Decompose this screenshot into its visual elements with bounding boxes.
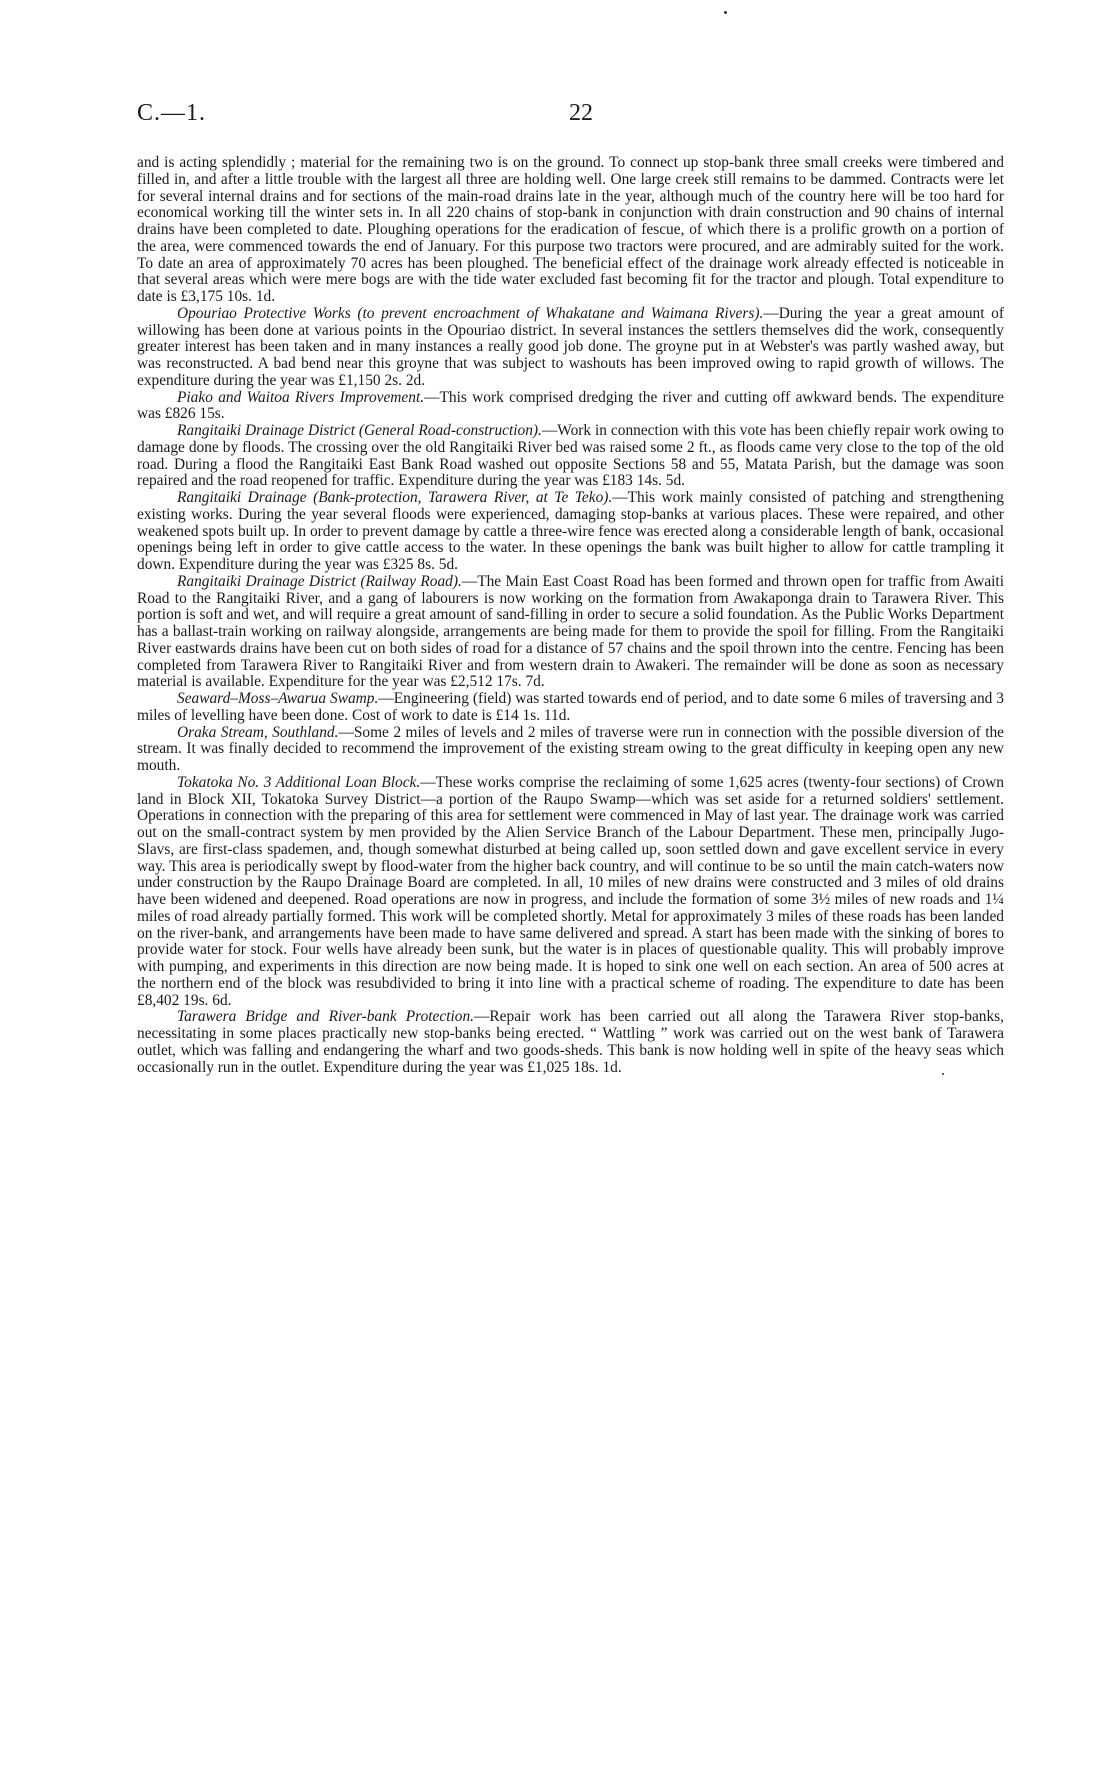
document-body: [137, 155, 1004, 1076]
section-heading: Opouriao Protective Works (to prevent encroachment of Whakatane and Waimana Rivers).: [177, 304, 764, 322]
section-heading: Rangitaiki Drainage District (General Road-construction).: [177, 422, 542, 439]
section-opouriao: [137, 306, 1004, 390]
section-heading: Oraka Stream, Southland.: [177, 723, 339, 741]
section-tokatoka-block: [137, 775, 1004, 1010]
section-heading: Rangitaiki Drainage District (Railway Road).: [177, 572, 462, 590]
section-piako-waitoa: [137, 390, 1004, 424]
section-oraka-stream: [137, 725, 1004, 775]
section-heading: Rangitaiki Drainage (Bank-protection, Tarawera River, at Te Teko).: [177, 489, 613, 506]
page-number: 22: [569, 100, 593, 126]
section-text: —Repair work has been carried out all along the Tarawera River stop-banks, necessitating in some places practically new stop-banks being erected. “ Wattling ” work was carried out on the west bank of Tarawera outlet, which was falling and endangering the wharf and two goods-sheds. This bank is now holding well in spite of the heavy seas which occasionally run in the outlet. Expenditure during the year was £1,025 18s. 1d.: [137, 1008, 1004, 1076]
section-tarawera-bridge: [137, 1009, 1004, 1076]
section-rangitaiki-general-road: [137, 423, 1004, 490]
section-text: —During the year a great amount of willowing has been done at various points in the Opouriao district. In several instances the settlers themselves did the work, consequently greater interest has been taken and in many instances a really good job done. The groyne put in at Webster's was partly washed away, but was reconstructed. A bad bend near this groyne that was subject to washouts has been improved owing to rapid growth of willows. The expenditure during the year was £1,150 2s. 2d.: [137, 304, 1004, 389]
section-heading: Piako and Waitoa Rivers Improvement.: [177, 388, 425, 406]
section-heading: Seaward–Moss–Awarua Swamp.: [177, 690, 379, 707]
section-text: —This work comprised dredging the river and cutting off awkward bends. The expenditure was £826 15s.: [137, 388, 1004, 423]
section-heading: Tokatoka No. 3 Additional Loan Block.: [177, 773, 421, 791]
section-text: —Engineering (field) was started towards end of period, and to date some 6 miles of traversing and 3 miles of levelling have been done. Cost of work to date is £14 1s. 11d.: [137, 690, 1004, 724]
section-seaward-moss-awarua: [137, 691, 1004, 725]
section-rangitaiki-railway-road: [137, 574, 1004, 691]
section-heading: Tarawera Bridge and River-bank Protection.: [177, 1008, 475, 1026]
parliamentary-paper-code: C.—1.: [137, 100, 207, 126]
section-text: —The Main East Coast Road has been formed and thrown open for traffic from Awaiti Road to the Rangitaiki River, and a gang of labourers is now working on the formation from Awakaponga drain to Tarawera River. This portion is soft and wet, and will require a great amount of sand-filling in order to secure a solid foundation. As the Public Works Department has a ballast-train working on railway alongside, arrangements are being made for them to provide the spoil for filling. From the Rangitaiki River eastwards drains have been cut on both sides of road for a distance of 57 chains and the spoil thrown into the centre. Fencing has been completed from Tarawera River to Rangitaiki River and from western drain to Awakeri. The remainder will be done as soon as necessary material is available. Expenditure for the year was £2,512 17s. 7d.: [137, 572, 1004, 691]
section-text: —These works comprise the reclaiming of some 1,625 acres (twenty-four sections) of Crown land in Block XII, Tokatoka Survey District—a portion of the Raupo Swamp—which was set aside for a returned soldiers' settlement. Operations in connection with the preparing of this area for settlement were commenced in May of last year. The drainage work was carried out on the small-contract system by men provided by the Alien Service Branch of the Labour Department. These men, principally Jugo-Slavs, are first-class spademen, and, though somewhat disturbed at being called up, soon settled down and gave excellent service in every way. This area is periodically swept by flood-water from the higher back country, and will continue to be so until the main catch-waters now under construction by the Raupo Drainage Board are completed. In all, 10 miles of new drains were constructed and 3 miles of old drains have been widened and deepened. Road operations are now in progress, and include the formation of some 3½ miles of new roads and 1¼ miles of road already partially formed. This work will be completed shortly. Metal for approximately 3 miles of these roads has been landed on the river-bank, and arrangements have been made to have same delivered and spread. A start has been made with the sinking of bores to provide water for stock. Four wells have already been sunk, but the water is in places of questionable quality. This will probably improve with pumping, and experiments in this direction are now being made. It is hoped to sink one well on each section. An area of 500 acres at the northern end of the block was resubdivided to bring it into line with a practical scheme of roading. The expenditure to date has been £8,402 19s. 6d.: [137, 773, 1004, 1009]
section-text: —Some 2 miles of levels and 2 miles of traverse were run in connection with the possible diversion of the stream. It was finally decided to recommend the improvement of the existing stream owing to the great difficulty in keeping open any new mouth.: [137, 723, 1004, 774]
continuation-paragraph: and is acting splendidly ; material for the remaining two is on the ground. To connect up stop-bank three small creeks were timbered and filled in, and after a little trouble with the largest all three are holding well. One large creek still remains to be dammed. Contracts were let for several internal drains and for sections of the main-road drains late in the year, although much of the country here will be too hard for economical working till the winter sets in. In all 220 chains of stop-bank in conjunction with drain construction and 90 chains of internal drains have been completed to date. Ploughing operations for the eradication of fescue, of which there is a prolific growth on a portion of the area, were commenced towards the end of January. For this purpose two tractors were procured, and are admirably suited for the work. To date an area of approximately 70 acres has been ploughed. The beneficial effect of the drainage work already effected is noticeable in that several areas which were mere bogs are with the tide water excluded fast becoming fit for the tractor and plough. Total expenditure to date is £3,175 10s. 1d.: [137, 154, 1004, 305]
section-text: —This work mainly consisted of patching and strengthening existing works. During the year several floods were experienced, damaging stop-banks at various places. These were repaired, and other weakened spots built up. In order to prevent damage by cattle a three-wire fence was erected along a considerable length of bank, occasional openings being left in order to give cattle access to the water. In these openings the bank was built higher to allow for cattle trampling it down. Expenditure during the year was £325 8s. 5d.: [137, 489, 1004, 573]
section-rangitaiki-bank-protection: [137, 490, 1004, 574]
scan-speck: [724, 11, 727, 14]
section-text: —Work in connection with this vote has been chiefly repair work owing to damage done by floods. The crossing over the old Rangitaiki River bed was raised some 2 ft., as floods came very close to the top of the old road. During a flood the Rangitaiki East Bank Road washed out opposite Sections 58 and 55, Matata Parish, but the damage was soon repaired and the road reopened for traffic. Expenditure during the year was £183 14s. 5d.: [137, 422, 1004, 490]
page-header: [137, 100, 1007, 130]
